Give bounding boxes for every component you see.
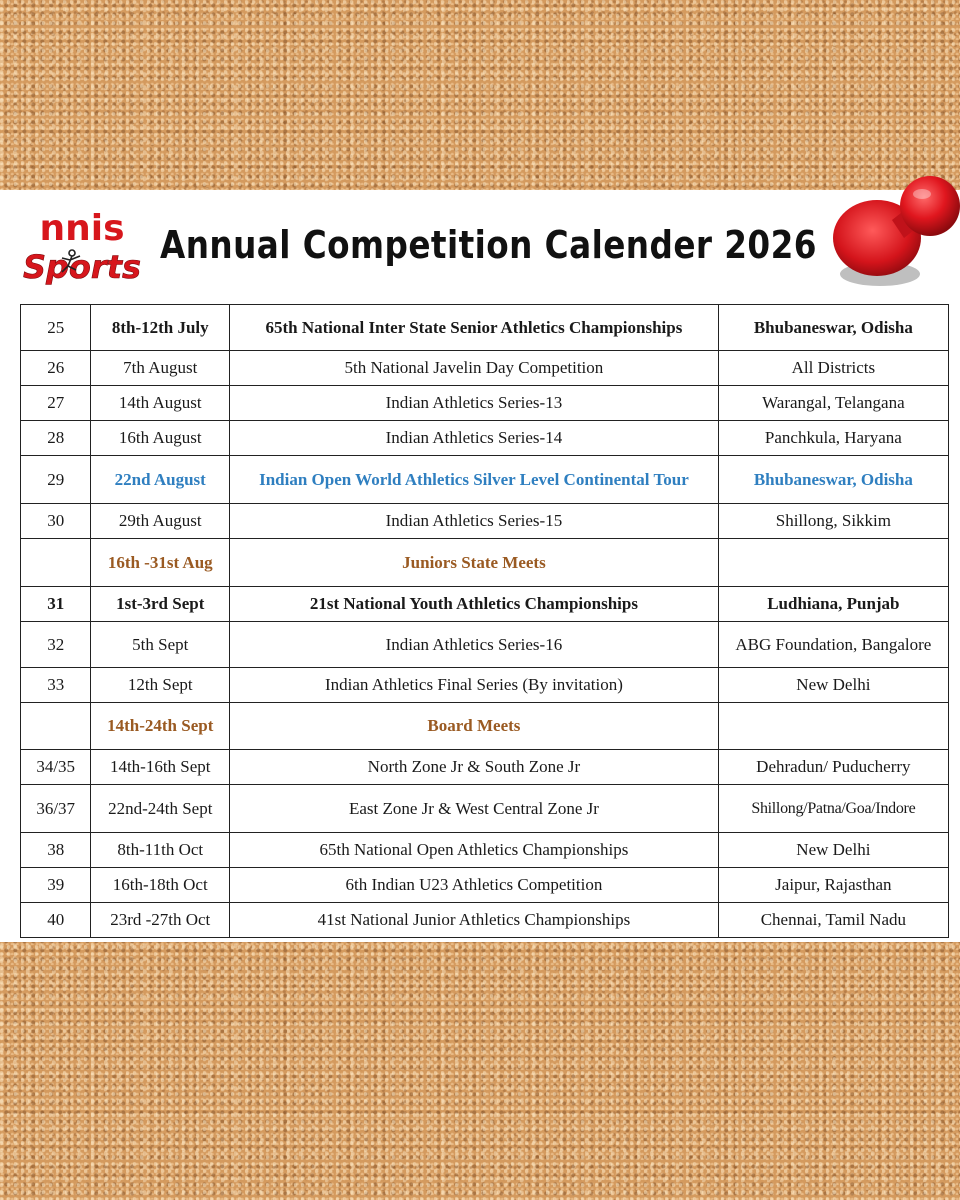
row-date: 22nd-24th Sept [91, 785, 230, 833]
brand-logo [22, 208, 142, 288]
row-date: 14th-16th Sept [91, 750, 230, 785]
row-date: 16th -31st Aug [91, 539, 230, 587]
row-venue: Chennai, Tamil Nadu [718, 903, 948, 938]
table-row [21, 622, 949, 668]
row-venue: Shillong/Patna/Goa/Indore [718, 785, 948, 833]
row-date: 23rd -27th Oct [91, 903, 230, 938]
row-date: 22nd August [91, 456, 230, 504]
row-venue: Jaipur, Rajasthan [718, 868, 948, 903]
table-row [21, 833, 949, 868]
table-row [21, 504, 949, 539]
row-date: 14th August [91, 386, 230, 421]
row-venue: Shillong, Sikkim [718, 504, 948, 539]
row-event: Indian Athletics Series-15 [230, 504, 719, 539]
row-venue: Dehradun/ Puducherry [718, 750, 948, 785]
table-row [21, 668, 949, 703]
table-row [21, 785, 949, 833]
row-venue: New Delhi [718, 668, 948, 703]
table-row-highlight [21, 456, 949, 504]
row-date: 5th Sept [91, 622, 230, 668]
row-event: Indian Athletics Series-14 [230, 421, 719, 456]
table-row [21, 421, 949, 456]
row-number: 30 [21, 504, 91, 539]
row-event: 21st National Youth Athletics Championships [230, 587, 719, 622]
svg-text:nnis: nnis [39, 208, 125, 249]
row-number: 29 [21, 456, 91, 504]
row-venue [718, 703, 948, 750]
table-row-section [21, 539, 949, 587]
row-date: 12th Sept [91, 668, 230, 703]
competition-calendar-table [20, 304, 949, 938]
row-event: 6th Indian U23 Athletics Competition [230, 868, 719, 903]
row-venue [718, 539, 948, 587]
row-number [21, 539, 91, 587]
table-row [21, 386, 949, 421]
row-number: 31 [21, 587, 91, 622]
row-date: 29th August [91, 504, 230, 539]
table-row [21, 750, 949, 785]
row-venue: Panchkula, Haryana [718, 421, 948, 456]
row-event: Indian Athletics Series-16 [230, 622, 719, 668]
row-number: 33 [21, 668, 91, 703]
page-title: Annual Competition Calender 2026 [160, 223, 817, 267]
table-row [21, 903, 949, 938]
row-date: 16th August [91, 421, 230, 456]
row-number: 38 [21, 833, 91, 868]
row-event: 65th National Inter State Senior Athletics Championships [230, 305, 719, 351]
row-date: 7th August [91, 351, 230, 386]
row-event: 41st National Junior Athletics Championships [230, 903, 719, 938]
row-venue: Bhubaneswar, Odisha [718, 456, 948, 504]
row-number: 36/37 [21, 785, 91, 833]
row-event: Board Meets [230, 703, 719, 750]
table-row [21, 351, 949, 386]
row-number: 40 [21, 903, 91, 938]
svg-text:Sports: Sports [22, 248, 142, 286]
row-event: North Zone Jr & South Zone Jr [230, 750, 719, 785]
table-row [21, 305, 949, 351]
row-venue: Bhubaneswar, Odisha [718, 305, 948, 351]
row-number: 25 [21, 305, 91, 351]
row-event: Indian Open World Athletics Silver Level Continental Tour [230, 456, 719, 504]
row-date: 14th-24th Sept [91, 703, 230, 750]
row-number [21, 703, 91, 750]
table-row [21, 587, 949, 622]
row-number: 39 [21, 868, 91, 903]
row-venue: Warangal, Telangana [718, 386, 948, 421]
row-number: 34/35 [21, 750, 91, 785]
calendar-panel [0, 190, 960, 942]
row-number: 27 [21, 386, 91, 421]
row-event: East Zone Jr & West Central Zone Jr [230, 785, 719, 833]
row-venue: New Delhi [718, 833, 948, 868]
row-event: Juniors State Meets [230, 539, 719, 587]
row-event: Indian Athletics Final Series (By invitation) [230, 668, 719, 703]
row-venue: ABG Foundation, Bangalore [718, 622, 948, 668]
row-date: 8th-12th July [91, 305, 230, 351]
row-event: 5th National Javelin Day Competition [230, 351, 719, 386]
row-venue: Ludhiana, Punjab [718, 587, 948, 622]
row-date: 16th-18th Oct [91, 868, 230, 903]
nnis-sports-logo-icon [22, 208, 142, 288]
row-event: Indian Athletics Series-13 [230, 386, 719, 421]
row-number: 32 [21, 622, 91, 668]
row-date: 1st-3rd Sept [91, 587, 230, 622]
row-number: 28 [21, 421, 91, 456]
row-venue: All Districts [718, 351, 948, 386]
table-row [21, 868, 949, 903]
row-event: 65th National Open Athletics Championships [230, 833, 719, 868]
table-row-section [21, 703, 949, 750]
push-pin-icon [822, 168, 960, 298]
row-number: 26 [21, 351, 91, 386]
row-date: 8th-11th Oct [91, 833, 230, 868]
